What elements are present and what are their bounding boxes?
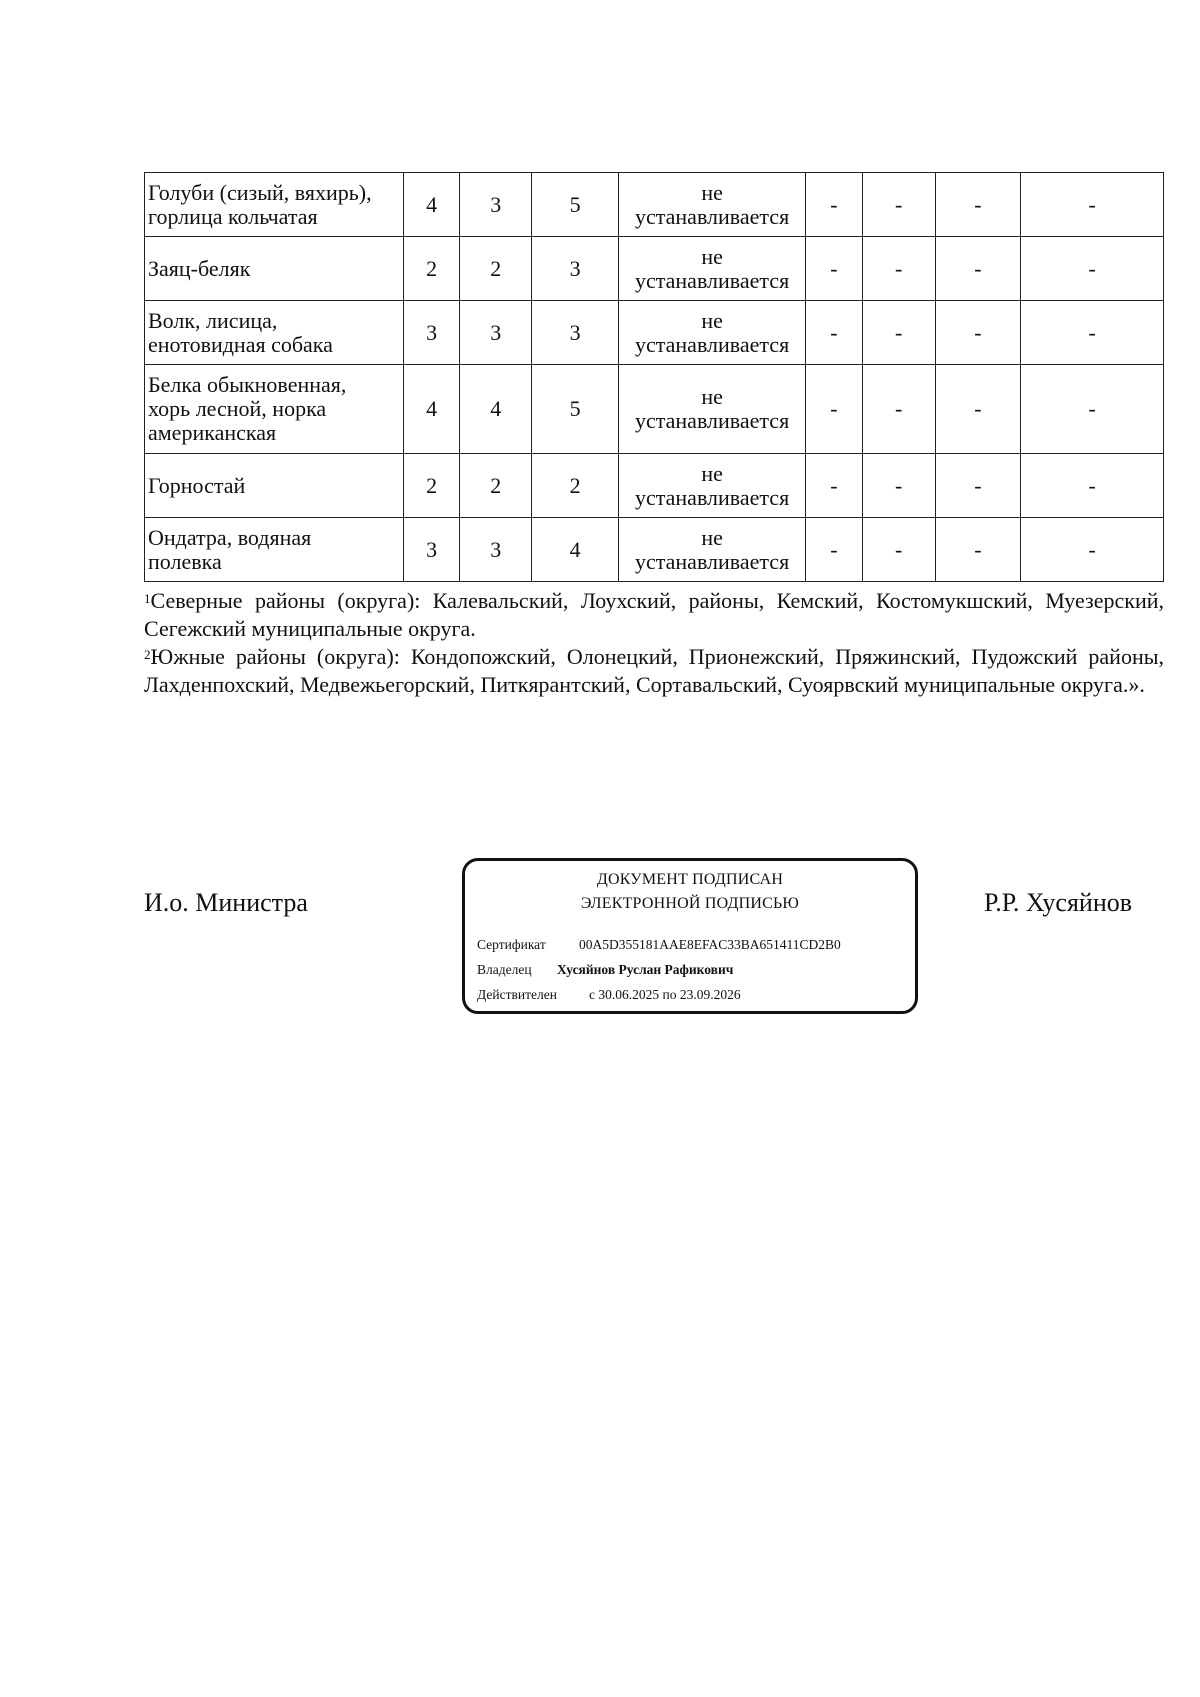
species-cell xyxy=(145,454,404,518)
count-cell-c1: 4 xyxy=(403,173,460,237)
dash-cell-d4: - xyxy=(1021,301,1164,365)
dash-cell-d4: - xyxy=(1021,173,1164,237)
stamp-title-line-2: ЭЛЕКТРОННОЙ ПОДПИСЬЮ xyxy=(580,895,800,912)
stamp-certificate-row xyxy=(477,937,841,953)
note-cell xyxy=(619,365,806,454)
dash-cell-d1: - xyxy=(806,237,863,301)
species-cell xyxy=(145,301,404,365)
count-cell-c3: 5 xyxy=(532,173,619,237)
stamp-certificate-label: Сертификат xyxy=(477,937,546,952)
stamp-validity-row xyxy=(477,987,741,1003)
dash-cell-d4: - xyxy=(1021,237,1164,301)
note-cell xyxy=(619,173,806,237)
electronic-signature-stamp xyxy=(462,858,918,1014)
table-row xyxy=(145,518,1164,582)
dash-cell-d2: - xyxy=(862,365,935,454)
count-cell-c2: 4 xyxy=(460,365,532,454)
dash-cell-d4: - xyxy=(1021,454,1164,518)
table-row xyxy=(145,237,1164,301)
count-cell-c3: 4 xyxy=(532,518,619,582)
footnote-2-text: Южные районы (округа): Кондопожский, Олонецкий, Прионежский, Пряжинский, Пудожский районы, Лахденпохский, Медвежьегорский, Питкярантский, Сортавальский, Суоярвский муниципальные округа.». xyxy=(144,644,1164,697)
note-cell xyxy=(619,518,806,582)
count-cell-c3: 5 xyxy=(532,365,619,454)
species-line: Ондатра, водяная xyxy=(148,524,312,550)
footnote-2-mark: 2 xyxy=(144,647,151,662)
dash-cell-d3: - xyxy=(935,173,1021,237)
count-cell-c2: 3 xyxy=(460,518,532,582)
footnotes xyxy=(144,587,1164,699)
dash-cell-d3: - xyxy=(935,301,1021,365)
note-line: не xyxy=(701,384,723,409)
footnote-2 xyxy=(144,643,1164,699)
note-line: не xyxy=(701,524,723,550)
count-cell-c1: 2 xyxy=(403,237,460,301)
count-cell-c3: 3 xyxy=(532,237,619,301)
note-line: устанавливается xyxy=(635,331,790,357)
count-cell-c2: 3 xyxy=(460,301,532,365)
dash-cell-d1: - xyxy=(806,518,863,582)
note-cell xyxy=(619,454,806,518)
note-line: не xyxy=(701,243,723,269)
dash-cell-d3: - xyxy=(935,454,1021,518)
signer-role: И.о. Министра xyxy=(144,888,308,917)
dash-cell-d2: - xyxy=(862,301,935,365)
count-cell-c1: 2 xyxy=(403,454,460,518)
footnote-1-text: Северные районы (округа): Калевальский, Лоухский, районы, Кемский, Костомукшский, Муезерский, Сегежский муниципальные округа. xyxy=(144,588,1164,641)
stamp-owner-label: Владелец xyxy=(477,962,532,977)
dash-cell-d1: - xyxy=(806,173,863,237)
note-line: устанавливается xyxy=(635,408,790,433)
species-line: горлица кольчатая xyxy=(148,203,318,229)
count-cell-c2: 2 xyxy=(460,454,532,518)
hunting-quota-table xyxy=(144,172,1164,582)
dash-cell-d2: - xyxy=(862,518,935,582)
footnote-1-mark: 1 xyxy=(144,591,151,606)
species-line: Заяц-беляк xyxy=(148,255,251,281)
stamp-owner-value: Хусяйнов Руслан Рафикович xyxy=(557,962,734,977)
stamp-validity-value: с 30.06.2025 по 23.09.2026 xyxy=(589,987,741,1002)
count-cell-c3: 3 xyxy=(532,301,619,365)
dash-cell-d3: - xyxy=(935,237,1021,301)
species-line: Волк, лисица, xyxy=(148,307,278,333)
dash-cell-d2: - xyxy=(862,173,935,237)
dash-cell-d4: - xyxy=(1021,365,1164,454)
stamp-certificate-value: 00A5D355181AAE8EFAC33BA651411CD2B0 xyxy=(579,937,841,952)
note-line: не xyxy=(701,460,723,486)
table-row xyxy=(145,301,1164,365)
table-row xyxy=(145,454,1164,518)
note-line: устанавливается xyxy=(635,484,790,510)
count-cell-c1: 3 xyxy=(403,518,460,582)
stamp-validity-label: Действителен xyxy=(477,987,557,1002)
table-body xyxy=(145,173,1164,582)
count-cell-c3: 2 xyxy=(532,454,619,518)
table-row xyxy=(145,365,1164,454)
stamp-title-line-1: ДОКУМЕНТ ПОДПИСАН xyxy=(596,871,784,888)
table-row xyxy=(145,173,1164,237)
species-line: Голуби (сизый, вяхирь), xyxy=(148,179,372,205)
note-line: устанавливается xyxy=(635,203,790,229)
dash-cell-d1: - xyxy=(806,365,863,454)
species-line: Горностай xyxy=(148,472,246,498)
count-cell-c2: 2 xyxy=(460,237,532,301)
footnote-1 xyxy=(144,587,1164,643)
species-cell xyxy=(145,518,404,582)
note-line: устанавливается xyxy=(635,267,790,293)
dash-cell-d4: - xyxy=(1021,518,1164,582)
signer-name: Р.Р. Хусяйнов xyxy=(984,888,1133,917)
dash-cell-d1: - xyxy=(806,454,863,518)
count-cell-c2: 3 xyxy=(460,173,532,237)
stamp-owner-row xyxy=(477,962,733,978)
note-line: устанавливается xyxy=(635,548,790,574)
dash-cell-d1: - xyxy=(806,301,863,365)
species-cell xyxy=(145,237,404,301)
species-line: Белка обыкновенная, xyxy=(148,372,347,397)
dash-cell-d3: - xyxy=(935,518,1021,582)
species-line: американская xyxy=(148,420,277,445)
species-line: полевка xyxy=(148,548,222,574)
count-cell-c1: 3 xyxy=(403,301,460,365)
dash-cell-d2: - xyxy=(862,454,935,518)
species-cell xyxy=(145,365,404,454)
note-line: не xyxy=(701,179,723,205)
species-line: хорь лесной, норка xyxy=(148,396,327,421)
species-line: енотовидная собака xyxy=(148,331,333,357)
note-cell xyxy=(619,301,806,365)
species-cell xyxy=(145,173,404,237)
dash-cell-d2: - xyxy=(862,237,935,301)
count-cell-c1: 4 xyxy=(403,365,460,454)
note-line: не xyxy=(701,307,723,333)
dash-cell-d3: - xyxy=(935,365,1021,454)
note-cell xyxy=(619,237,806,301)
